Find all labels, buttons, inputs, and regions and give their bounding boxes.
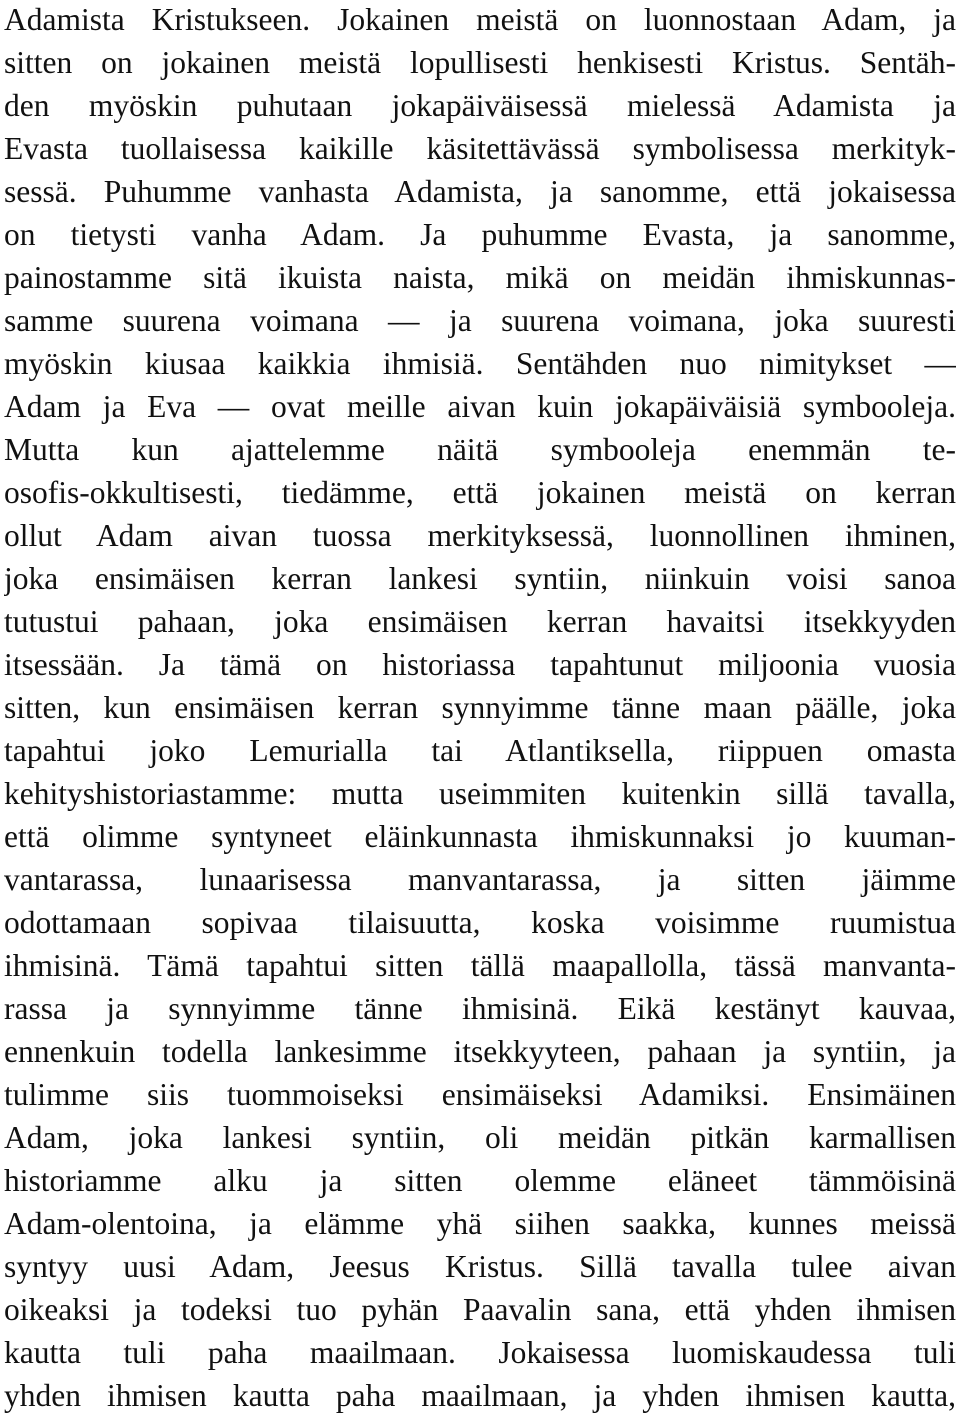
text-line: tutustui pahaan, joka ensimäisen kerran havaitsi itsekkyyden: [4, 604, 956, 639]
text-line: tulimme siis tuommoiseksi ensimäiseksi Adamiksi. Ensimäinen: [4, 1077, 956, 1112]
text-line: Adam, joka lankesi syntiin, oli meidän pitkän karmallisen: [4, 1120, 956, 1155]
text-line: syntyy uusi Adam, Jeesus Kristus. Sillä tavalla tulee aivan: [4, 1249, 956, 1284]
text-line: että olimme syntyneet eläinkunnasta ihmiskunnaksi jo kuuman-: [4, 819, 956, 854]
text-line: ennenkuin todella lankesimme itsekkyyteen, pahaan ja syntiin, ja: [4, 1034, 956, 1069]
text-line: on tietysti vanha Adam. Ja puhumme Evasta, ja sanomme,: [4, 217, 956, 252]
text-line: kehityshistoriastamme: mutta useimmiten kuitenkin sillä tavalla,: [4, 776, 956, 811]
text-line: oikeaksi ja todeksi tuo pyhän Paavalin sana, että yhden ihmisen: [4, 1292, 956, 1327]
text-line: tapahtui joko Lemurialla tai Atlantiksella, riippuen omasta: [4, 733, 956, 768]
text-line: yhden ihmisen kautta paha maailmaan, ja yhden ihmisen kautta,: [4, 1378, 956, 1413]
text-line: myöskin kiusaa kaikkia ihmisiä. Sentähden nuo nimitykset —: [4, 346, 956, 381]
body-text: [4, 0, 956, 1417]
text-line: den myöskin puhutaan jokapäiväisessä mielessä Adamista ja: [4, 88, 956, 123]
text-line: painostamme sitä ikuista naista, mikä on meidän ihmiskunnas-: [4, 260, 956, 295]
text-line: sitten on jokainen meistä lopullisesti henkisesti Kristus. Sentäh-: [4, 45, 956, 80]
text-line: Adamista Kristukseen. Jokainen meistä on luonnostaan Adam, ja: [4, 2, 956, 37]
text-line: ollut Adam aivan tuossa merkityksessä, luonnollinen ihminen,: [4, 518, 956, 553]
document-page: [4, 0, 956, 1419]
text-line: Evasta tuollaisessa kaikille käsitettävässä symbolisessa merkityk-: [4, 131, 956, 166]
text-line: historiamme alku ja sitten olemme eläneet tämmöisinä: [4, 1163, 956, 1198]
text-line: Mutta kun ajattelemme näitä symbooleja enemmän te-: [4, 432, 956, 467]
text-line: kautta tuli paha maailmaan. Jokaisessa luomiskaudessa tuli: [4, 1335, 956, 1370]
text-line: ihmisinä. Tämä tapahtui sitten tällä maapallolla, tässä manvanta-: [4, 948, 956, 983]
text-line: sitten, kun ensimäisen kerran synnyimme tänne maan päälle, joka: [4, 690, 956, 725]
text-line: odottamaan sopivaa tilaisuutta, koska voisimme ruumistua: [4, 905, 956, 940]
text-line: Adam ja Eva — ovat meille aivan kuin jokapäiväisiä symbooleja.: [4, 389, 956, 424]
text-line: samme suurena voimana — ja suurena voimana, joka suuresti: [4, 303, 956, 338]
text-line: osofis-okkultisesti, tiedämme, että jokainen meistä on kerran: [4, 475, 956, 510]
text-line: Adam-olentoina, ja elämme yhä siihen saakka, kunnes meissä: [4, 1206, 956, 1241]
text-line: itsessään. Ja tämä on historiassa tapahtunut miljoonia vuosia: [4, 647, 956, 682]
text-line: sessä. Puhumme vanhasta Adamista, ja sanomme, että jokaisessa: [4, 174, 956, 209]
text-line: vantarassa, lunaarisessa manvantarassa, ja sitten jäimme: [4, 862, 956, 897]
text-line: joka ensimäisen kerran lankesi syntiin, niinkuin voisi sanoa: [4, 561, 956, 596]
text-line: rassa ja synnyimme tänne ihmisinä. Eikä kestänyt kauvaa,: [4, 991, 956, 1026]
